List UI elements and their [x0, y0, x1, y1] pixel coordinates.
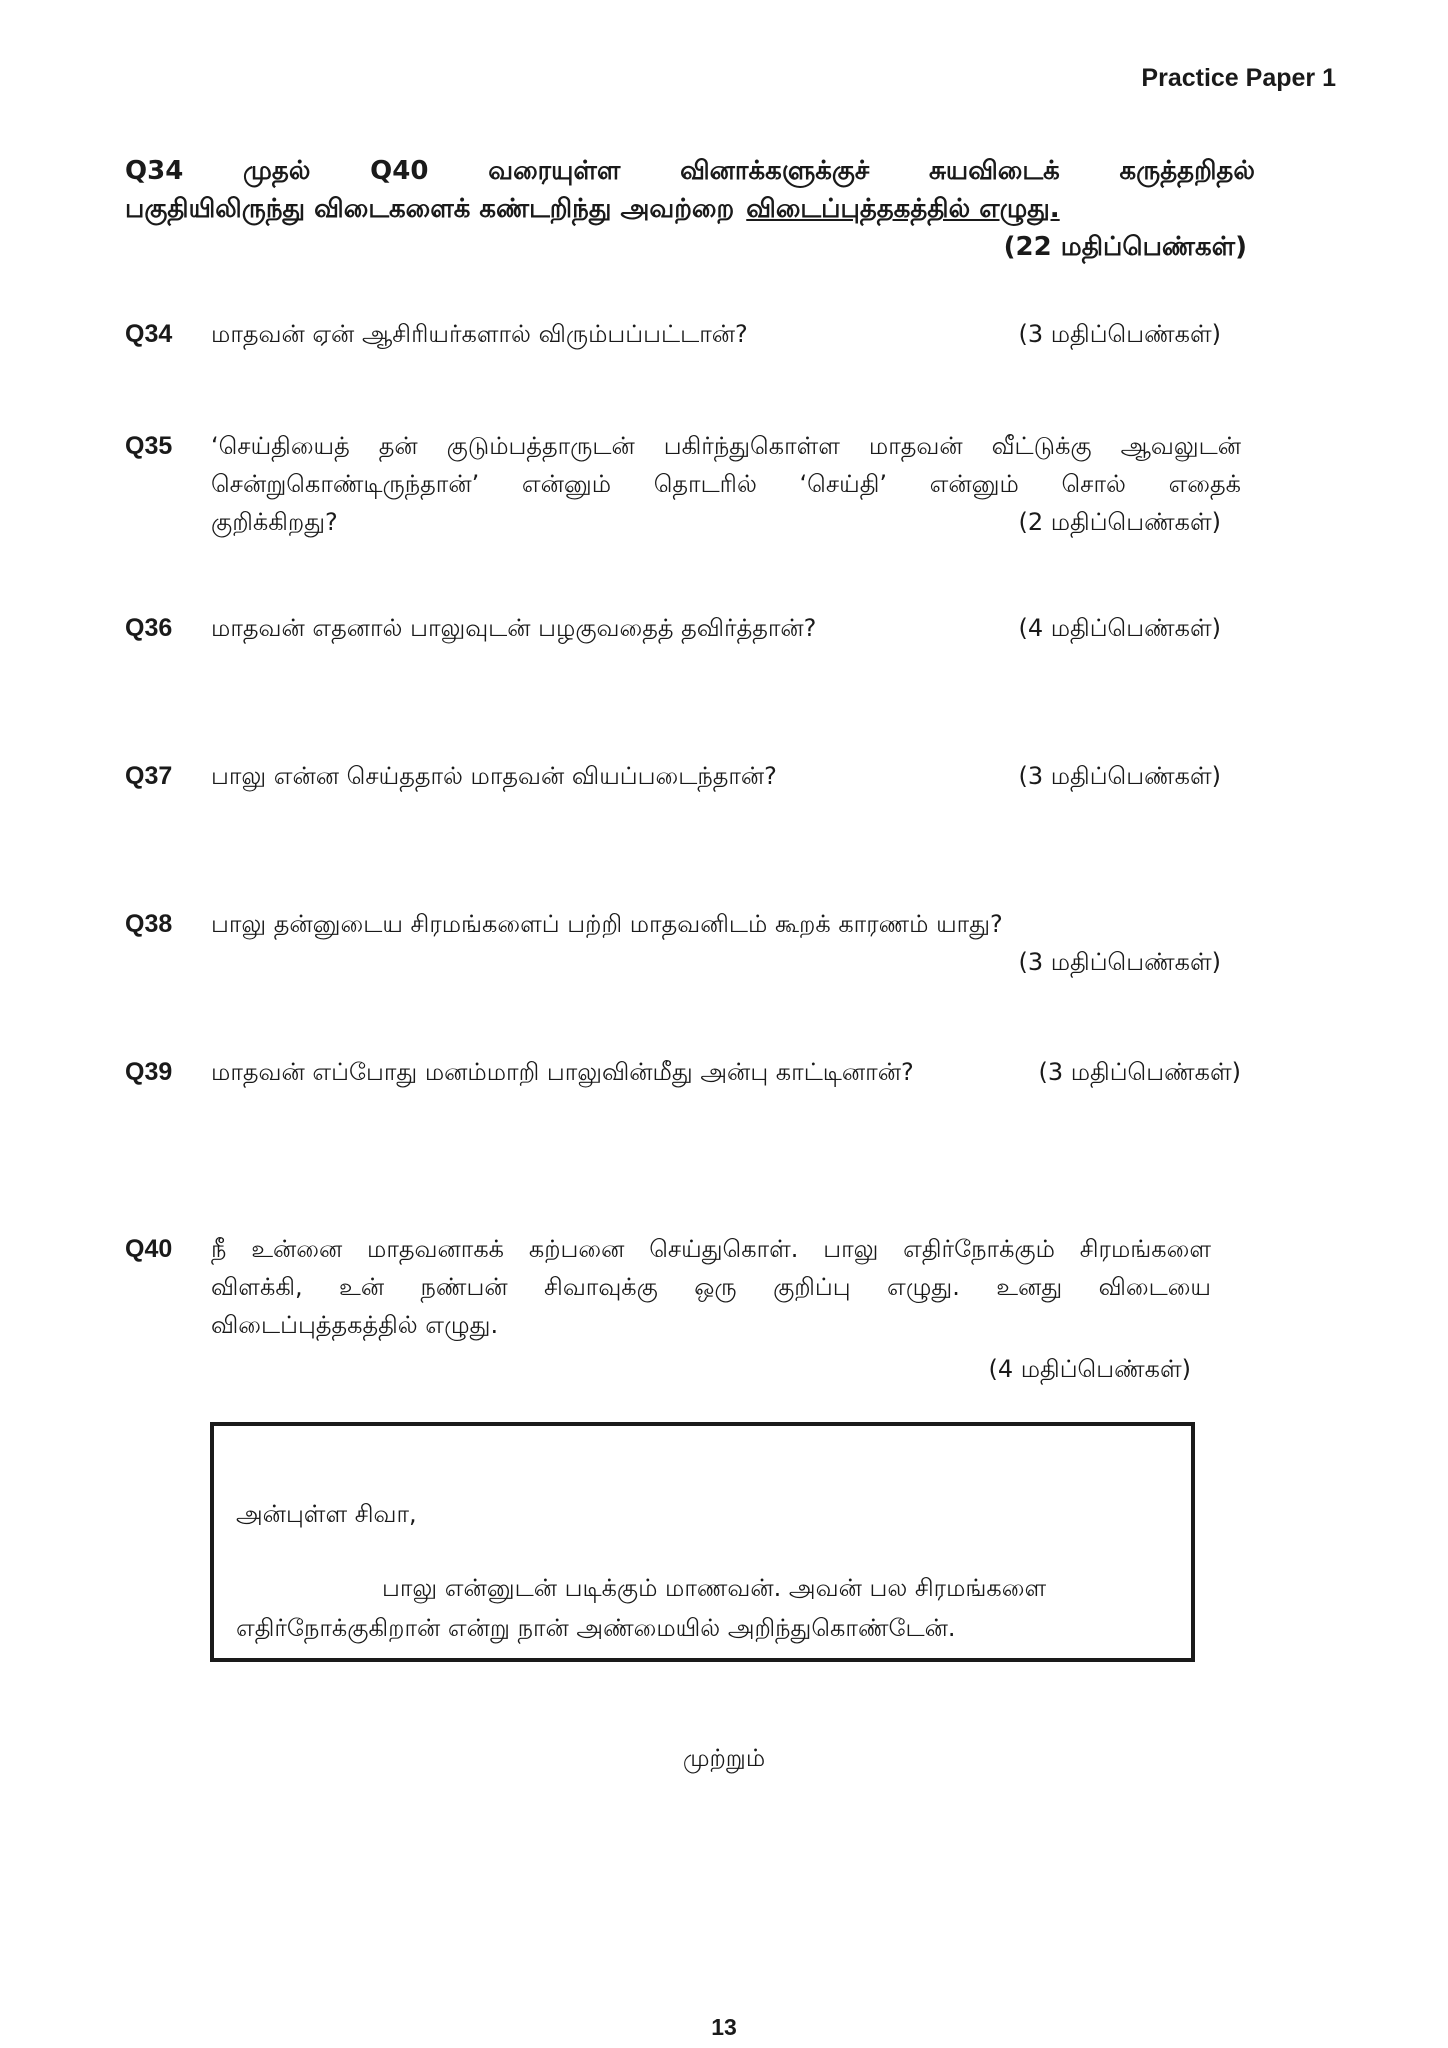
letter-greeting: அன்புள்ள சிவா,	[236, 1500, 417, 1528]
letter-body-line: பாலு என்னுடன் படிக்கும் மாணவன். அவன் பல சிரமங்களை	[382, 1574, 1047, 1602]
section-instructions	[125, 152, 1255, 266]
instructions-text: பகுதியிலிருந்து விடைகளைக் கண்டறிந்து அவற்றை	[125, 194, 735, 224]
instructions-underlined-text: விடைப்புத்தகத்தில் எழுது.	[746, 194, 1060, 224]
question-text-line: விடைப்புத்தகத்தில் எழுது.	[211, 1311, 499, 1339]
instructions-word: வினாக்களுக்குச்	[680, 156, 870, 186]
question-text: பாலு என்ன செய்ததால் மாதவன் வியப்படைந்தான்?	[211, 762, 777, 790]
question-number: Q40	[125, 1235, 173, 1263]
question-text-line: ‘செய்தியைத் தன் குடும்பத்தாருடன் பகிர்ந்துகொள்ள மாதவன் வீட்டுக்கு ஆவலுடன்	[211, 432, 1241, 460]
question-number: Q36	[125, 614, 173, 642]
question-text-line: குறிக்கிறது?	[211, 508, 338, 536]
end-text: முற்றும்	[682, 1744, 766, 1772]
instructions-total-marks: (22 மதிப்பெண்கள்)	[1003, 232, 1247, 262]
question-text: பாலு தன்னுடைய சிரமங்களைப் பற்றி மாதவனிடம் கூறக் காரணம் யாது?	[211, 910, 1003, 938]
page-number: 13	[711, 2014, 737, 2040]
instructions-word: Q40	[370, 156, 429, 186]
question-number: Q37	[125, 762, 173, 790]
question-marks: (3 மதிப்பெண்கள்)	[1018, 320, 1221, 348]
question-number: Q39	[125, 1058, 173, 1086]
question-text-line: நீ உன்னை மாதவனாகக் கற்பனை செய்துகொள். பாலு எதிர்நோக்கும் சிரமங்களை	[211, 1235, 1211, 1263]
question-marks: (2 மதிப்பெண்கள்)	[1018, 508, 1221, 536]
question-number: Q34	[125, 320, 173, 348]
question-text-line: விளக்கி, உன் நண்பன் சிவாவுக்கு ஒரு குறிப்பு எழுது. உனது விடையை	[211, 1273, 1211, 1301]
letter-body-line: எதிர்நோக்குகிறான் என்று நான் அண்மையில் அறிந்துகொண்டேன்.	[236, 1614, 956, 1642]
question-text: மாதவன் எதனால் பாலுவுடன் பழகுவதைத் தவிர்த்தான்?	[211, 614, 817, 642]
question-number: Q38	[125, 910, 173, 938]
instructions-line-2	[125, 190, 1255, 228]
question-marks: (3 மதிப்பெண்கள்)	[1038, 1058, 1241, 1086]
instructions-word: Q34	[125, 156, 184, 186]
page-header-title: Practice Paper 1	[1141, 64, 1336, 92]
instructions-word: வரையுள்ள	[488, 156, 621, 186]
question-marks: (4 மதிப்பெண்கள்)	[1018, 614, 1221, 642]
instructions-line-1	[125, 152, 1255, 190]
instructions-word: கருத்தறிதல்	[1119, 156, 1255, 186]
question-number: Q35	[125, 432, 173, 460]
question-text: மாதவன் ஏன் ஆசிரியர்களால் விரும்பப்பட்டான்?	[211, 320, 748, 348]
instructions-word: சுயவிடைக்	[928, 156, 1060, 186]
question-marks: (3 மதிப்பெண்கள்)	[1018, 762, 1221, 790]
instructions-word: முதல்	[243, 156, 311, 186]
question-marks: (4 மதிப்பெண்கள்)	[988, 1355, 1191, 1383]
sample-letter-box	[210, 1422, 1195, 1662]
question-text-line: சென்றுகொண்டிருந்தான்’ என்னும் தொடரில் ‘செய்தி’ என்னும் சொல் எதைக்	[211, 470, 1241, 498]
question-marks: (3 மதிப்பெண்கள்)	[1018, 948, 1221, 976]
question-text: மாதவன் எப்போது மனம்மாறி பாலுவின்மீது அன்பு காட்டினான்?	[211, 1058, 914, 1086]
